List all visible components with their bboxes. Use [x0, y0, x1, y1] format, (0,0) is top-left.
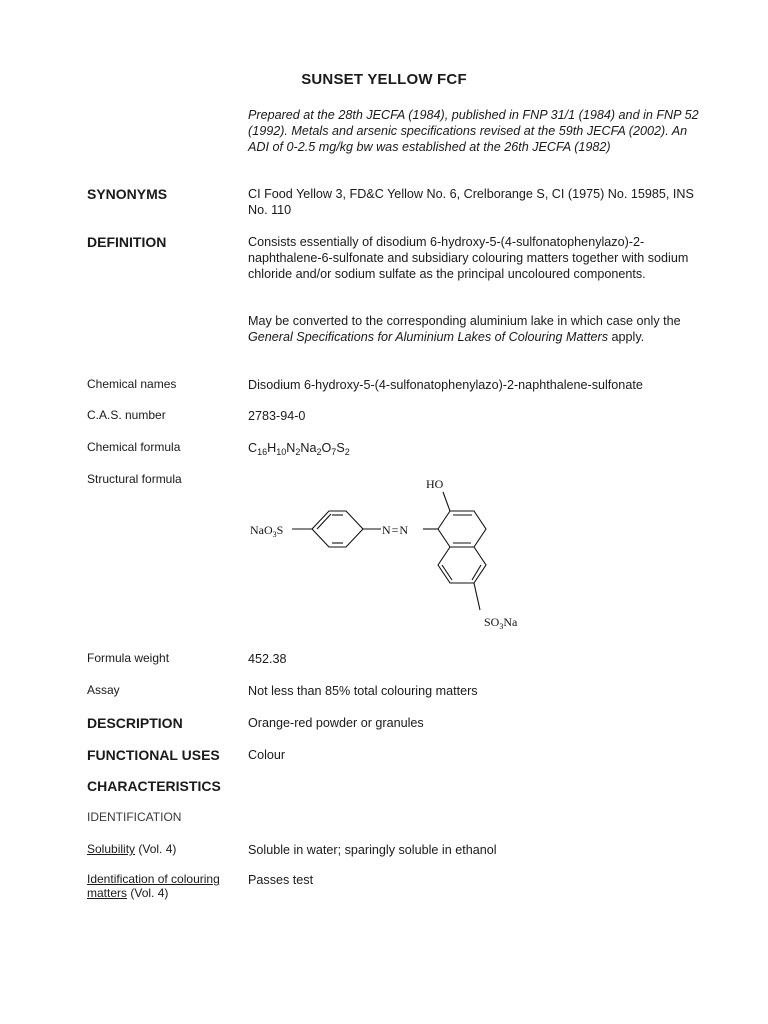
formula-weight-value: 452.38 [248, 652, 287, 666]
definition-para-2-post: apply. [608, 330, 645, 344]
assay-label: Assay [87, 683, 120, 697]
functional-uses-value: Colour [248, 748, 286, 762]
definition-label: DEFINITION [87, 234, 167, 250]
chemical-names-value: Disodium 6-hydroxy-5-(4-sulfonatophenylazo)-2-naphthalene-sulfonate [248, 378, 643, 392]
identification-colouring-label: Identification of colouring matters (Vol. 4) [87, 872, 220, 900]
azo-label: N=N [382, 523, 410, 537]
solubility-value: Soluble in water; sparingly soluble in ethanol [248, 843, 497, 857]
synonyms-label: SYNONYMS [87, 186, 168, 202]
synonyms-value: CI Food Yellow 3, FD&C Yellow No. 6, Crelborange S, CI (1975) No. 15985, INS No. 110 [248, 187, 694, 217]
definition-para-2-pre: May be converted to the corresponding aluminium lake in which case only the [248, 314, 681, 328]
functional-uses-label: FUNCTIONAL USES [87, 747, 220, 763]
solubility-label: Solubility (Vol. 4) [87, 842, 177, 856]
aluminium-lakes-reference: General Specifications for Aluminium Lakes of Colouring Matters [248, 330, 609, 344]
benzene-ring [312, 511, 363, 547]
chemical-formula-label: Chemical formula [87, 440, 181, 454]
solubility-link[interactable]: Solubility [87, 842, 136, 856]
naphthalene-ring-b [438, 547, 486, 583]
hydroxyl-label: HO [426, 477, 444, 491]
sodium-sulfonate-label-left: NaO$_3$S [250, 523, 284, 539]
identification-heading: IDENTIFICATION [87, 810, 182, 824]
preamble-text: Prepared at the 28th JECFA (1984), published in FNP 31/1 (1984) and in FNP 52 (1992). Metals and arsenic specifications revised at the 59th JECFA (2002). An ADI of 0-2.5 mg/kg bw was established at the 26th JECFA (1982) [248, 108, 699, 154]
chemical-names-label: Chemical names [87, 377, 177, 391]
sodium-sulfonate-label-right: $SO_3Na$ [484, 615, 518, 631]
description-value: Orange-red powder or granules [248, 716, 424, 730]
cas-value: 2783-94-0 [248, 409, 306, 423]
structural-formula-diagram [248, 470, 538, 635]
page-title: SUNSET YELLOW FCF [301, 71, 467, 88]
matters-link[interactable]: matters [87, 886, 128, 900]
definition-para-1: Consists essentially of disodium 6-hydroxy-5-(4-sulfonatophenylazo)-2-naphthalene-6-sulfonate and subsidiary colouring matters together with sodium chloride and/or sodium sulfate as the principal uncoloured components. [248, 235, 689, 281]
identification-colouring-link[interactable]: Identification of colouring [87, 872, 220, 886]
chemical-formula-value: $C_{16}H_{10}N_2Na_2O_7S_2$ [248, 441, 350, 457]
characteristics-heading: CHARACTERISTICS [87, 778, 221, 794]
definition-para-2 [248, 313, 708, 345]
description-label: DESCRIPTION [87, 715, 183, 731]
structural-formula-label: Structural formula [87, 472, 182, 486]
assay-value: Not less than 85% total colouring matters [248, 684, 478, 698]
formula-weight-label: Formula weight [87, 651, 170, 665]
cas-label: C.A.S. number [87, 408, 166, 422]
identification-colouring-value: Passes test [248, 873, 314, 887]
naphthalene-ring-a [438, 511, 486, 547]
